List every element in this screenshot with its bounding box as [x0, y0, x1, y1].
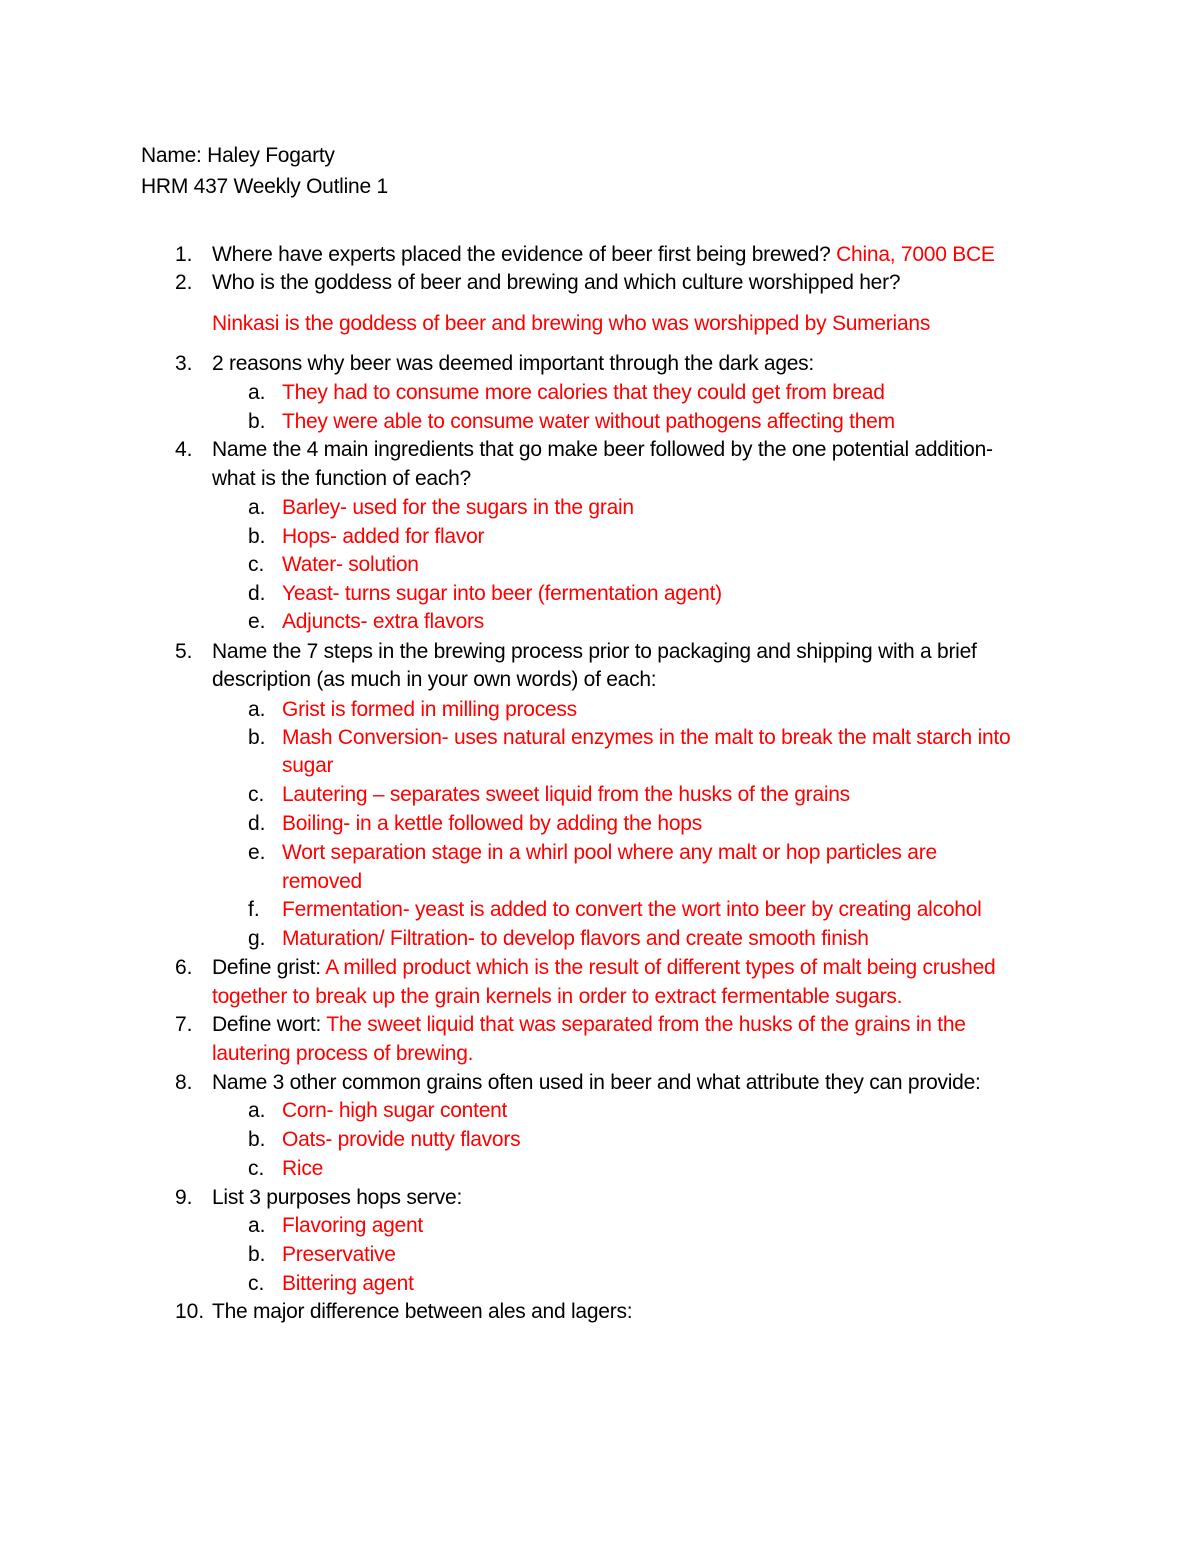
- answer-text: The sweet liquid that was separated from the husks of the grains in the: [326, 1013, 966, 1036]
- answer-item: Boiling- in a kettle followed by adding the hops: [282, 812, 702, 835]
- question-1: [212, 241, 995, 269]
- answer-item: Bittering agent: [282, 1272, 414, 1295]
- question-text: Name the 4 main ingredients that go make beer followed by the one potential addition-: [212, 438, 993, 461]
- list-letter: d.: [248, 582, 266, 605]
- question-text: description (as much in your own words) of each:: [212, 668, 657, 691]
- list-letter: e.: [248, 841, 266, 864]
- question-number: 4.: [175, 438, 193, 461]
- answer-text: A milled product which is the result of different types of malt being crushed: [325, 956, 996, 979]
- question-text: Name 3 other common grains often used in beer and what attribute they can provide:: [212, 1071, 981, 1094]
- list-letter: e.: [248, 610, 266, 633]
- answer-item: Grist is formed in milling process: [282, 698, 577, 721]
- answer-item: Corn- high sugar content: [282, 1099, 508, 1122]
- course-line: HRM 437 Weekly Outline 1: [141, 175, 388, 198]
- list-letter: a.: [248, 381, 266, 404]
- answer-text-continued: lautering process of brewing.: [212, 1042, 474, 1065]
- answer-text-continued: together to break up the grain kernels in order to extract fermentable sugars.: [212, 985, 903, 1008]
- answer-item-continued: sugar: [282, 754, 334, 777]
- list-letter: c.: [248, 1272, 265, 1295]
- answer-item: They had to consume more calories that they could get from bread: [282, 381, 885, 404]
- answer-item: Maturation/ Filtration- to develop flavors and create smooth finish: [282, 927, 869, 950]
- question-text: List 3 purposes hops serve:: [212, 1186, 463, 1209]
- question-text: what is the function of each?: [212, 467, 471, 490]
- question-prompt: Define grist:: [212, 956, 321, 979]
- question-number: 5.: [175, 640, 193, 663]
- list-letter: b.: [248, 726, 266, 749]
- question-text: Where have experts placed the evidence of beer first being brewed?: [212, 243, 831, 266]
- answer-item: Fermentation- yeast is added to convert the wort into beer by creating alcohol: [282, 898, 982, 921]
- answer-item: Oats- provide nutty flavors: [282, 1128, 521, 1151]
- question-6: [212, 954, 995, 982]
- list-letter: a.: [248, 698, 266, 721]
- question-number: 6.: [175, 956, 193, 979]
- answer-item: They were able to consume water without pathogens affecting them: [282, 410, 895, 433]
- list-letter: a.: [248, 1214, 266, 1237]
- answer-item: Hops- added for flavor: [282, 525, 485, 548]
- question-number: 9.: [175, 1186, 193, 1209]
- list-letter: c.: [248, 553, 265, 576]
- answer-item: Barley- used for the sugars in the grain: [282, 496, 634, 519]
- list-letter: b.: [248, 1243, 266, 1266]
- list-letter: b.: [248, 410, 266, 433]
- list-letter: b.: [248, 1128, 266, 1151]
- question-number: 8.: [175, 1071, 193, 1094]
- answer-item-continued: removed: [282, 870, 362, 893]
- question-number: 7.: [175, 1013, 193, 1036]
- answer-item: Preservative: [282, 1243, 396, 1266]
- answer-item: Lautering – separates sweet liquid from the husks of the grains: [282, 783, 850, 806]
- list-letter: a.: [248, 1099, 266, 1122]
- list-letter: c.: [248, 1157, 265, 1180]
- answer-text: Ninkasi is the goddess of beer and brewing who was worshipped by Sumerians: [212, 312, 931, 335]
- list-letter: c.: [248, 783, 265, 806]
- answer-item: Wort separation stage in a whirl pool where any malt or hop particles are: [282, 841, 937, 864]
- question-number: 2.: [175, 271, 193, 294]
- list-letter: a.: [248, 496, 266, 519]
- answer-item: Flavoring agent: [282, 1214, 424, 1237]
- question-text: Who is the goddess of beer and brewing and which culture worshipped her?: [212, 271, 901, 294]
- question-number: 1.: [175, 243, 193, 266]
- answer-item: Adjuncts- extra flavors: [282, 610, 484, 633]
- name-line: Name: Haley Fogarty: [141, 144, 335, 167]
- question-text: The major difference between ales and lagers:: [212, 1300, 633, 1323]
- list-letter: d.: [248, 812, 266, 835]
- question-text: 2 reasons why beer was deemed important through the dark ages:: [212, 352, 815, 375]
- question-prompt: Define wort:: [212, 1013, 322, 1036]
- question-text: Name the 7 steps in the brewing process prior to packaging and shipping with a brief: [212, 640, 977, 663]
- answer-item: Water- solution: [282, 553, 419, 576]
- question-number: 10.: [175, 1300, 205, 1323]
- list-letter: g.: [248, 927, 266, 950]
- list-letter: f.: [248, 898, 260, 921]
- answer-item: Yeast- turns sugar into beer (fermentation agent): [282, 582, 722, 605]
- answer-item: Mash Conversion- uses natural enzymes in the malt to break the malt starch into: [282, 726, 1011, 749]
- answer-text: China, 7000 BCE: [836, 243, 995, 266]
- question-number: 3.: [175, 352, 193, 375]
- answer-item: Rice: [282, 1157, 324, 1180]
- question-7: [212, 1011, 966, 1039]
- list-letter: b.: [248, 525, 266, 548]
